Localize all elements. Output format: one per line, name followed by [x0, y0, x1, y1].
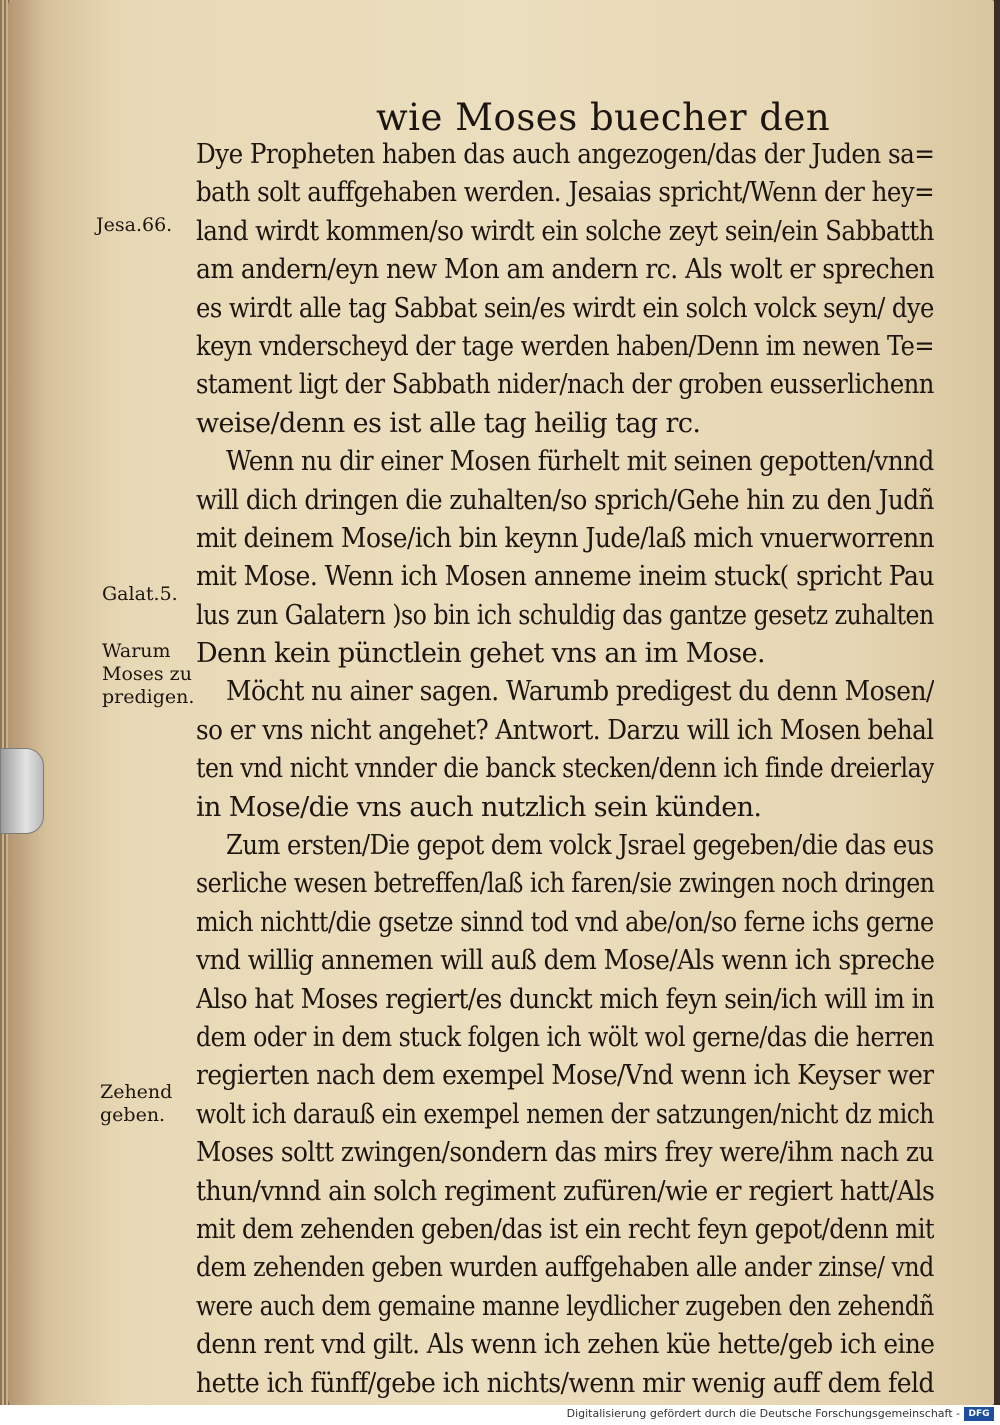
- text-line: mit Mose. Wenn ich Mosen anneme ineim stuck( spricht Pau: [196, 561, 934, 593]
- footer-credit: Digitalisierung gefördert durch die Deutsche Forschungsgemeinschaft -: [566, 1407, 960, 1420]
- text-line: serliche wesen betreffen/laß ich faren/sie zwingen noch dringen: [196, 868, 934, 900]
- margin-note-zehend: Zehend geben.: [100, 1081, 173, 1126]
- text-line: weise/denn es ist alle tag heilig tag rc.: [196, 407, 701, 439]
- text-line: vnd willig annemen will auß dem Mose/Als wenn ich spreche: [196, 945, 934, 977]
- text-line: Wenn nu dir einer Mosen fürhelt mit seinen gepotten/vnnd: [226, 446, 934, 478]
- text-line: will dich dringen die zuhalten/so sprich/Gehe hin zu den Judñ: [196, 484, 934, 516]
- dfg-logo: DFG: [964, 1407, 994, 1421]
- text-line: stament ligt der Sabbath nider/nach der groben eusserlichenn: [196, 369, 934, 401]
- text-line: mich nichtt/die gsetze sinnd tod vnd abe/on/so ferne ichs gerne: [196, 906, 934, 938]
- text-line: mit dem zehenden geben/das ist ein recht feyn gepot/denn mit: [196, 1213, 934, 1245]
- text-line: bath solt auffgehaben werden. Jesaias spricht/Wenn der hey=: [196, 177, 934, 209]
- text-line: wolt ich darauß ein exempel nemen der satzungen/nicht dz mich: [196, 1098, 934, 1130]
- text-line: dem zehenden geben wurden auffgehaben alle ander zinse/ vnd: [196, 1252, 934, 1284]
- text-line: am andern/eyn new Mon am andern rc. Als wolt er sprechen: [196, 254, 934, 286]
- text-line: Moses soltt zwingen/sondern das mirs frey were/ihm nach zu: [196, 1137, 934, 1169]
- margin-note-jesaias: Jesa.66.: [96, 214, 173, 236]
- text-line: Denn kein pünctlein gehet vns an im Mose.: [196, 638, 765, 670]
- text-line: mit deinem Mose/ich bin keynn Jude/laß mich vnuerworrenn: [196, 522, 934, 554]
- text-line: keyn vnderscheyd der tage werden haben/Denn im newen Te=: [196, 330, 934, 362]
- text-line: Also hat Moses regiert/es dunckt mich feyn sein/ich will im in: [196, 983, 934, 1015]
- text-line: es wirdt alle tag Sabbat sein/es wirdt ein solch volck seyn/ dye: [196, 292, 934, 324]
- body-text: [196, 136, 934, 1405]
- page-clip: [0, 748, 44, 834]
- text-line: hette ich fünff/gebe ich nichts/wenn mir wenig auff dem feld: [196, 1367, 934, 1399]
- running-head: wie Moses buecher den: [376, 96, 831, 139]
- text-line: regierten nach dem exempel Mose/Vnd wenn ich Keyser wer: [196, 1060, 934, 1092]
- text-line: dem oder in dem stuck folgen ich wölt wol gerne/das die herren: [196, 1021, 934, 1053]
- margin-note-warum: Warum Moses zu predigen.: [102, 640, 195, 708]
- text-line: lus zun Galatern )so bin ich schuldig das gantze gesetz zuhalten: [196, 599, 934, 631]
- text-line: ten vnd nicht vnnder die banck stecken/denn ich finde dreierlay: [196, 753, 934, 785]
- text-line: so er vns nicht angehet? Antwort. Darzu will ich Mosen behal: [196, 714, 934, 746]
- text-line: thun/vnnd ain solch regiment zufüren/wie er regiert hatt/Als: [196, 1175, 934, 1207]
- text-line: Möcht nu ainer sagen. Warumb predigest du denn Mosen/: [226, 676, 934, 708]
- text-line: Zum ersten/Die gepot dem volck Jsrael gegeben/die das eus: [226, 830, 934, 862]
- margin-note-galater: Galat.5.: [102, 583, 178, 605]
- text-line: Dye Propheten haben das auch angezogen/das der Juden sa=: [196, 139, 934, 170]
- text-line: were auch dem gemaine manne leydlicher zugeben den zehendñ: [196, 1290, 934, 1322]
- text-line: in Mose/die vns auch nutzlich sein künden.: [196, 791, 762, 823]
- text-line: denn rent vnd gilt. Als wenn ich zehen küe hette/geb ich eine: [196, 1329, 934, 1361]
- text-line: land wirdt kommen/so wirdt ein solche zeyt sein/ein Sabbatth: [196, 215, 934, 247]
